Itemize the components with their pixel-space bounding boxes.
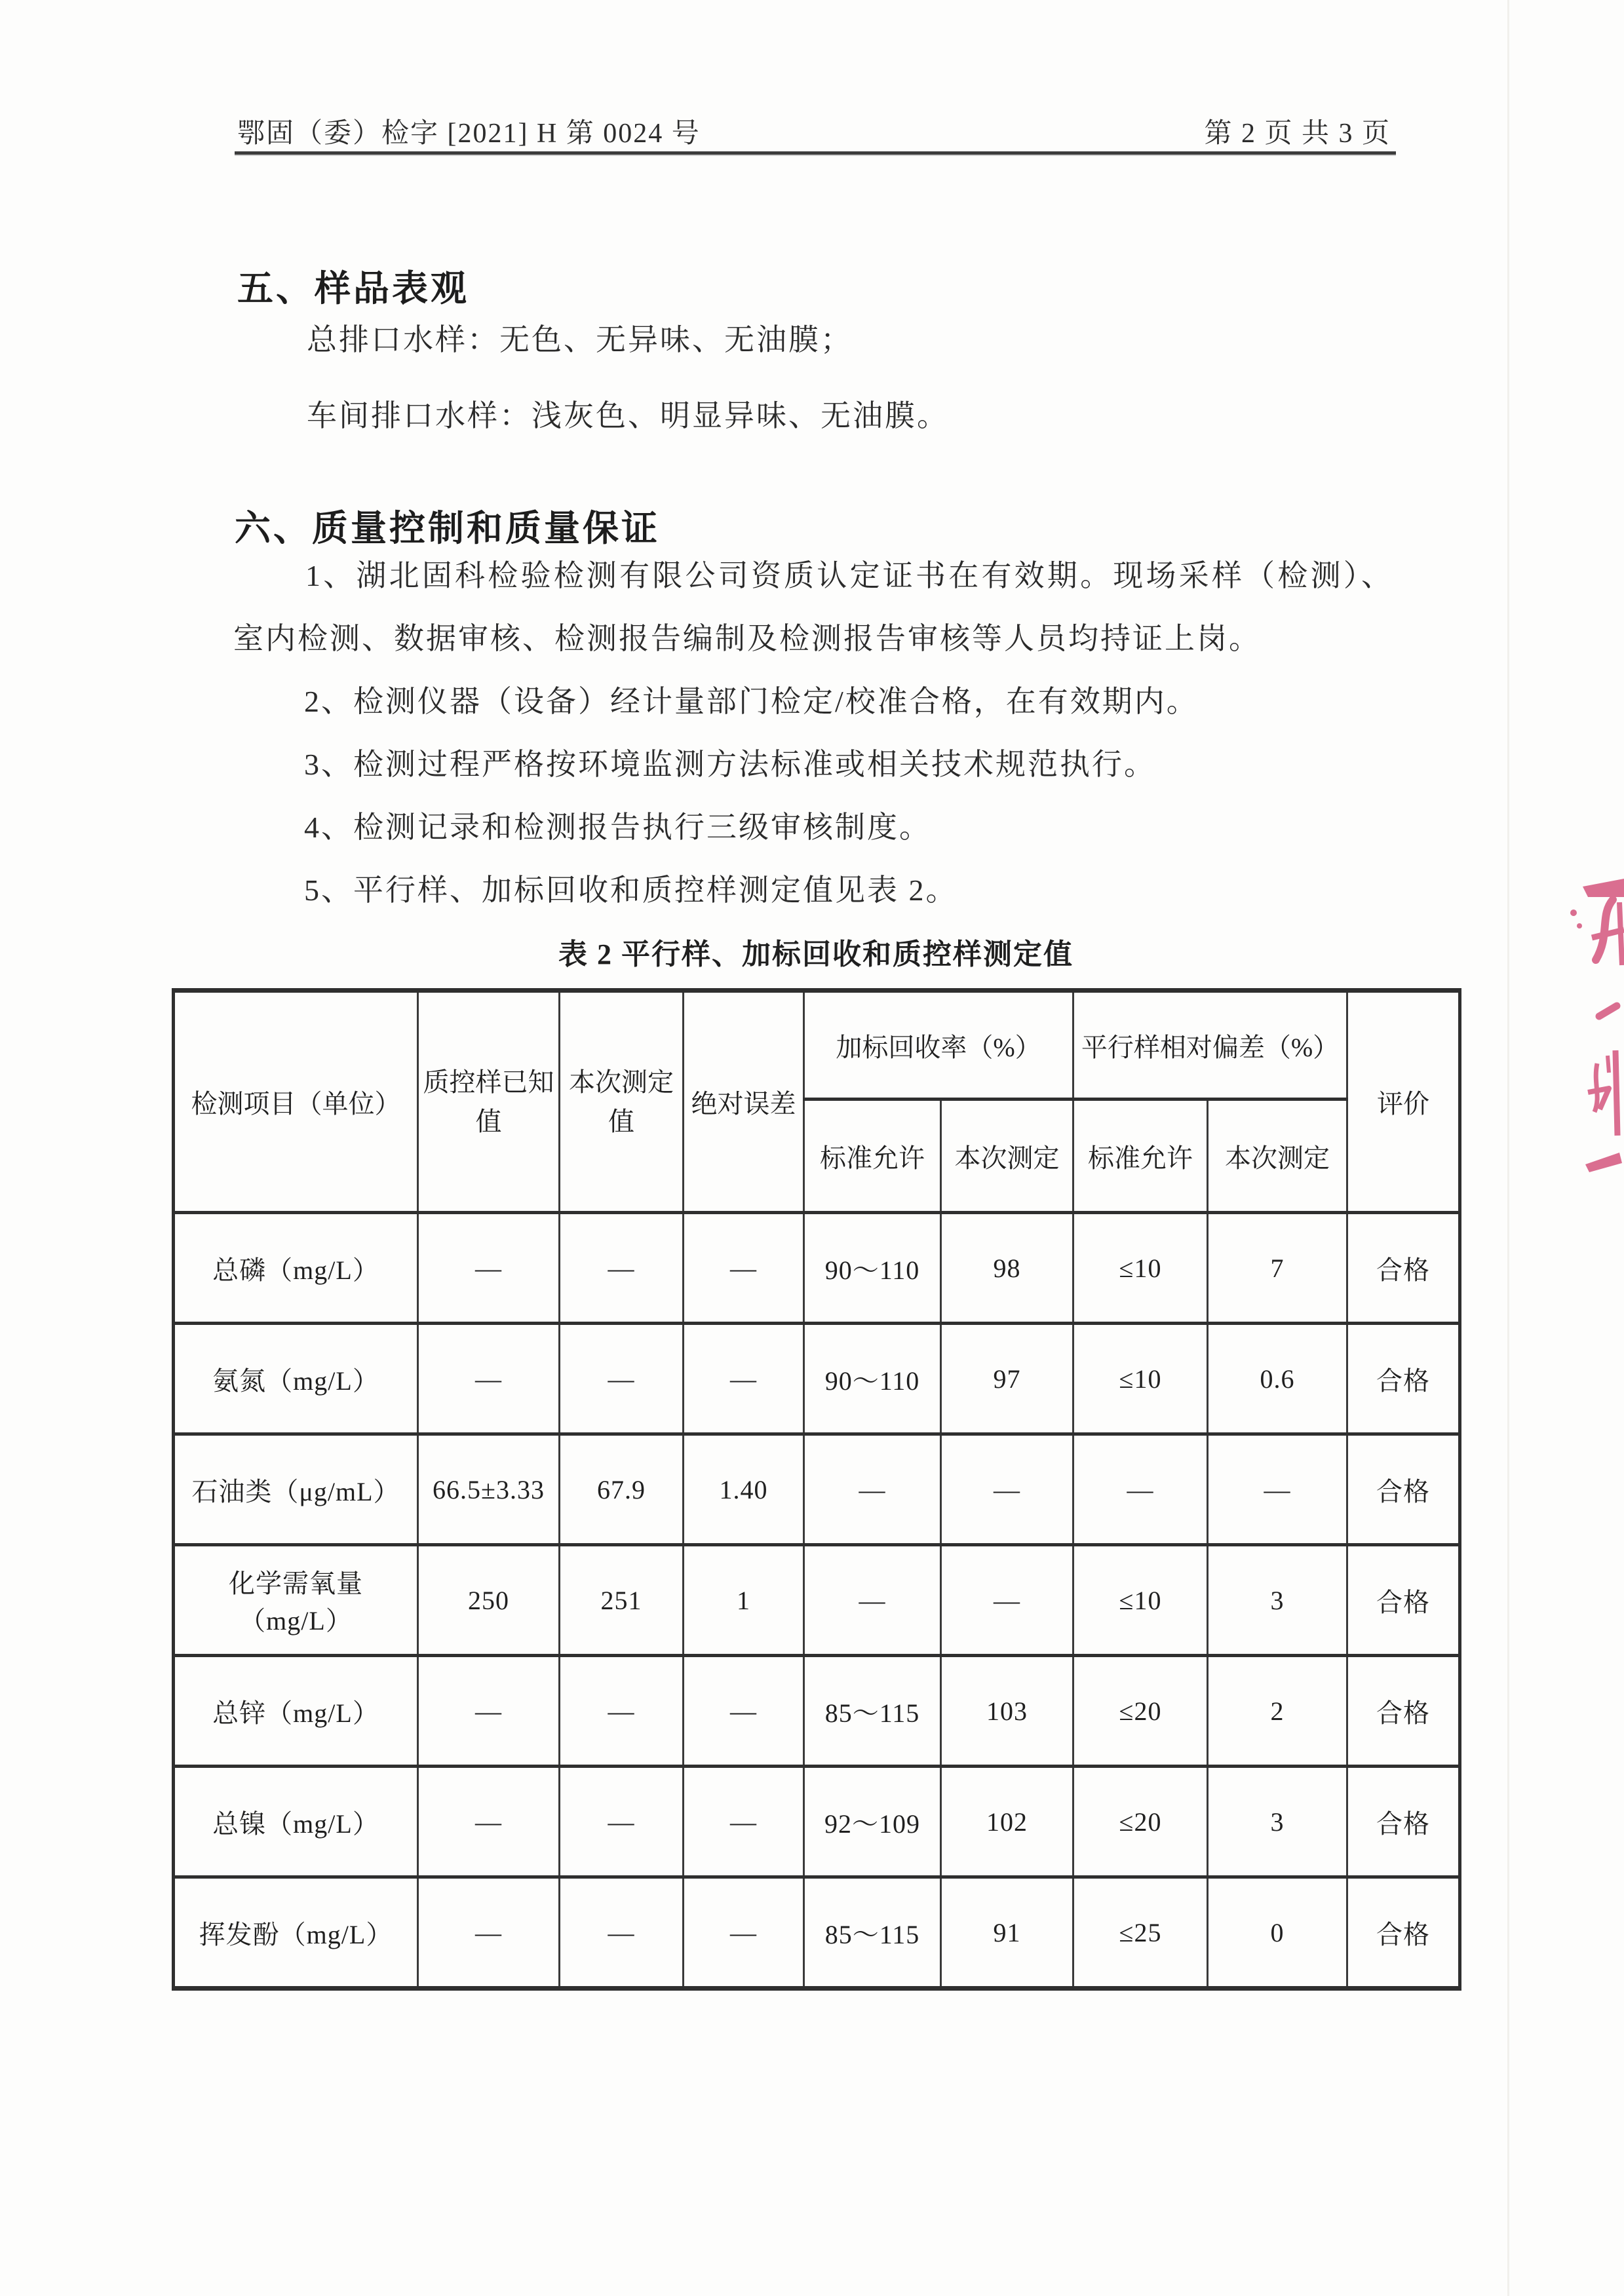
table-cell: —: [941, 1434, 1073, 1545]
sample-appearance-line: 总排口水样：无色、无异味、无油膜；: [307, 323, 853, 356]
table-cell: 石油类（μg/mL）: [174, 1434, 418, 1545]
table-cell: —: [684, 1656, 804, 1767]
table-cell: 合格: [1347, 1434, 1460, 1545]
table-cell: —: [941, 1545, 1073, 1656]
table-cell: —: [418, 1656, 560, 1767]
table-cell: 2: [1208, 1656, 1347, 1767]
table-cell: 挥发酚（mg/L）: [174, 1877, 418, 1989]
stamp-fragment: [1563, 875, 1624, 1189]
col-subheader-std-allowed: 标准允许: [804, 1100, 941, 1213]
table-cell: —: [418, 1877, 560, 1989]
table-cell: —: [684, 1877, 804, 1989]
col-group-parallel-deviation: 平行样相对偏差（%）: [1073, 991, 1347, 1100]
sample-appearance-line: 车间排口水样：浅灰色、明显异味、无油膜。: [307, 399, 949, 432]
page-indicator: 第 2 页 共 3 页: [1204, 119, 1391, 149]
table-cell: ≤10: [1073, 1213, 1208, 1324]
col-subheader-this-test: 本次测定: [1208, 1100, 1347, 1213]
section-6-title: 六、质量控制和质量保证: [235, 508, 661, 548]
table-cell: —: [560, 1656, 684, 1767]
table-cell: 合格: [1347, 1213, 1460, 1324]
table-cell: —: [418, 1213, 560, 1324]
table-cell: 1: [684, 1545, 804, 1656]
table-row: [174, 1324, 1460, 1434]
table-cell: 1.40: [684, 1434, 804, 1545]
col-subheader-this-test: 本次测定: [941, 1100, 1073, 1213]
table-cell: ≤20: [1073, 1656, 1208, 1767]
col-header-measured: 本次测定值: [560, 991, 684, 1213]
table-cell: 102: [941, 1767, 1073, 1877]
scan-streak: [1507, 0, 1509, 2296]
table-cell: 总锌（mg/L）: [174, 1656, 418, 1767]
table-cell: —: [684, 1213, 804, 1324]
table-cell: 总磷（mg/L）: [174, 1213, 418, 1324]
table-cell: —: [560, 1767, 684, 1877]
table-cell: 250: [418, 1545, 560, 1656]
table-cell: 合格: [1347, 1545, 1460, 1656]
table-cell: —: [684, 1767, 804, 1877]
table-cell: 98: [941, 1213, 1073, 1324]
table-cell: —: [804, 1434, 941, 1545]
table-cell: 合格: [1347, 1767, 1460, 1877]
table-cell: 90～110: [804, 1213, 941, 1324]
table-cell: 67.9: [560, 1434, 684, 1545]
table-cell: 总镍（mg/L）: [174, 1767, 418, 1877]
qc-table: [172, 988, 1461, 1991]
table-row: [174, 1545, 1460, 1656]
col-subheader-std-allowed: 标准允许: [1073, 1100, 1208, 1213]
col-header-abs-error: 绝对误差: [684, 991, 804, 1213]
qc-paragraph-line: 3、检测过程严格按环境监测方法标准或相关技术规范执行。: [304, 748, 1156, 781]
qc-table-body: [174, 1213, 1460, 1989]
qc-paragraph-line: 1、湖北固科检验检测有限公司资质认定证书在有效期。现场采样（检测）、: [305, 559, 1393, 592]
table-cell: 91: [941, 1877, 1073, 1989]
table-cell: —: [1073, 1434, 1208, 1545]
table-cell: —: [418, 1767, 560, 1877]
col-header-item: 检测项目（单位）: [174, 991, 418, 1213]
table-cell: 66.5±3.33: [418, 1434, 560, 1545]
table-cell: 化学需氧量（mg/L）: [174, 1545, 418, 1656]
table-cell: —: [418, 1324, 560, 1434]
table-cell: —: [560, 1213, 684, 1324]
table-row: [174, 1434, 1460, 1545]
table-cell: 85～115: [804, 1877, 941, 1989]
table-cell: 7: [1208, 1213, 1347, 1324]
document-header: [237, 111, 1391, 151]
table-cell: 85～115: [804, 1656, 941, 1767]
table-cell: ≤25: [1073, 1877, 1208, 1989]
table-cell: —: [1208, 1434, 1347, 1545]
doc-number: 鄂固（委）检字 [2021] H 第 0024 号: [237, 119, 701, 149]
table-cell: 合格: [1347, 1656, 1460, 1767]
table-row: [174, 1213, 1460, 1324]
table-cell: ≤10: [1073, 1324, 1208, 1434]
table-cell: —: [804, 1545, 941, 1656]
table-row: [174, 1656, 1460, 1767]
table-cell: 97: [941, 1324, 1073, 1434]
section-5-title: 五、样品表观: [237, 268, 470, 309]
table-cell: 92～109: [804, 1767, 941, 1877]
table-cell: ≤20: [1073, 1767, 1208, 1877]
table-row: [174, 1877, 1460, 1989]
header-rule: [235, 151, 1396, 155]
col-group-spike-recovery: 加标回收率（%）: [804, 991, 1073, 1100]
col-header-evaluation: 评价: [1347, 991, 1460, 1213]
qc-paragraph-line: 室内检测、数据审核、检测报告编制及检测报告审核等人员均持证上岗。: [233, 622, 1261, 655]
table-cell: —: [684, 1324, 804, 1434]
qc-paragraph-line: 5、平行样、加标回收和质控样测定值见表 2。: [304, 873, 958, 907]
table-cell: 90～110: [804, 1324, 941, 1434]
table-cell: 251: [560, 1545, 684, 1656]
table-cell: 103: [941, 1656, 1073, 1767]
table-cell: 3: [1208, 1545, 1347, 1656]
qc-paragraph-line: 2、检测仪器（设备）经计量部门检定/校准合格，在有效期内。: [304, 685, 1199, 718]
table-cell: 0.6: [1208, 1324, 1347, 1434]
table-cell: 合格: [1347, 1877, 1460, 1989]
col-header-qc-known: 质控样已知值: [418, 991, 560, 1213]
table-cell: 0: [1208, 1877, 1347, 1989]
table-cell: 合格: [1347, 1324, 1460, 1434]
table-cell: —: [560, 1324, 684, 1434]
table-caption: 表 2 平行样、加标回收和质控样测定值: [558, 938, 1073, 970]
table-cell: 氨氮（mg/L）: [174, 1324, 418, 1434]
table-cell: —: [560, 1877, 684, 1989]
table-row: [174, 1767, 1460, 1877]
table-cell: 3: [1208, 1767, 1347, 1877]
qc-paragraph-line: 4、检测记录和检测报告执行三级审核制度。: [304, 811, 931, 844]
table-cell: ≤10: [1073, 1545, 1208, 1656]
